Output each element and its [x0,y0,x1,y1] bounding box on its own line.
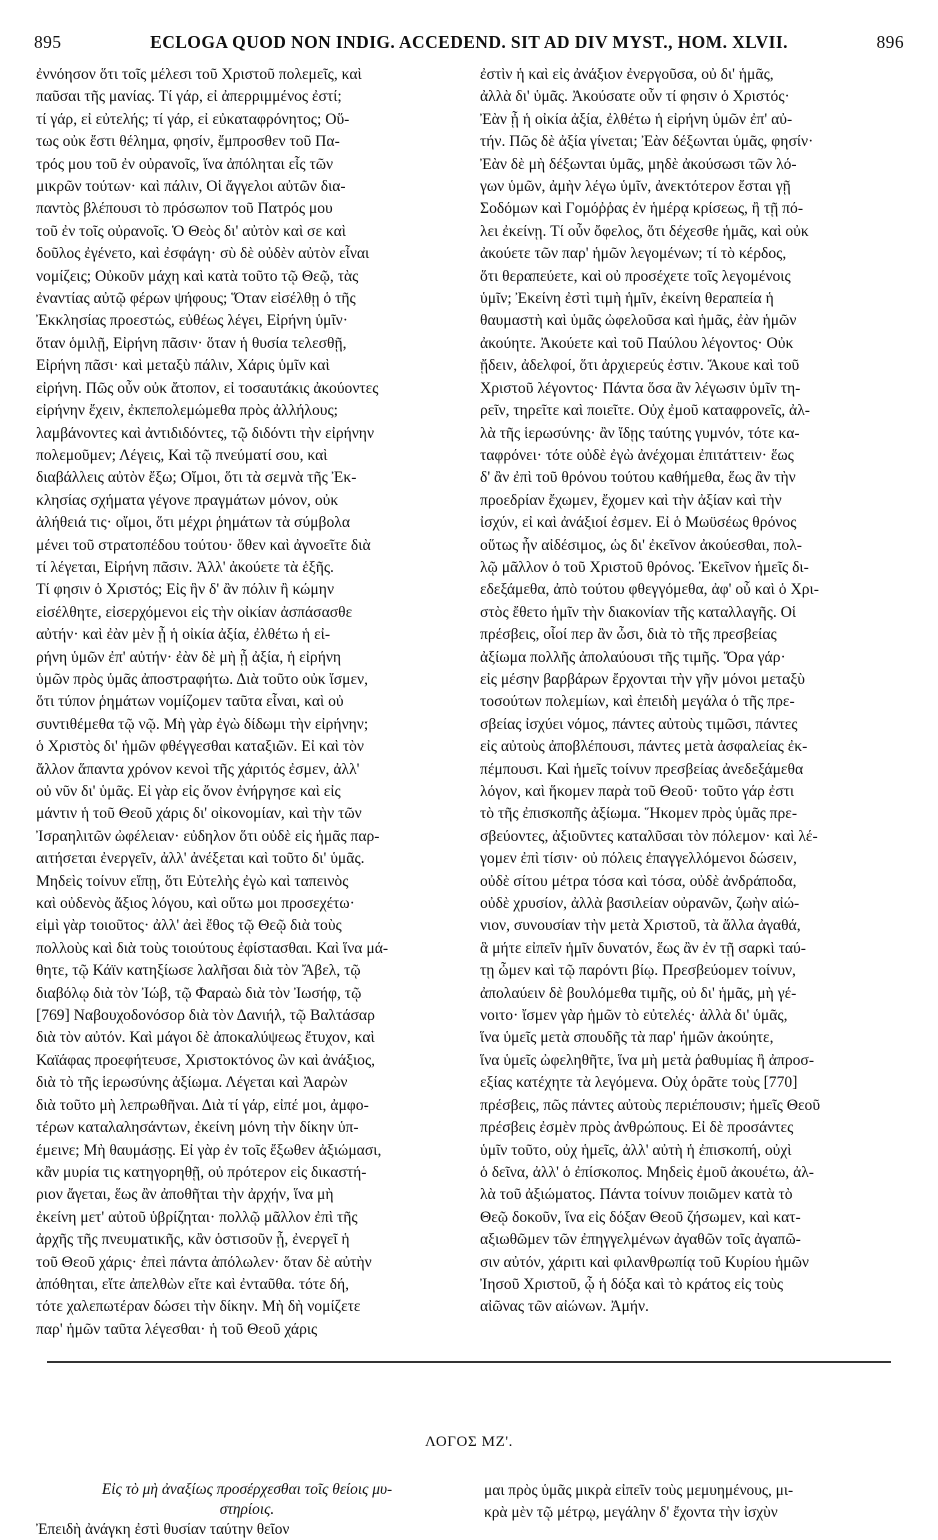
text-line: οὕτως ἦν αἰδέσιμος, ὡς δι' ἐκεῖνον ἀκούεσθαι, πολ- [480,536,802,554]
text-line: εἰς μέσην βαρβάρων ἔρχονται τὴν γῆν μόνοι μεταξὺ [480,670,805,688]
text-line: παρ' ἡμῶν ταῦτα λέγεσθαι· ἡ τοῦ Θεοῦ χάρις [36,1320,318,1338]
text-line: δοῦλος ἐγένετο, καὶ ἐσφάγη· σὺ δὲ οὐδὲν αὐτὸν εἶναι [36,245,370,263]
text-line: ὁ δεῖνα, ἀλλ' ὁ ἐπίσκοπος. Μηδεὶς ἐμοῦ ἀκουέτω, ἀλ- [480,1163,814,1181]
text-line: διὰ τοῦτο μὴ λεπρωθῆναι. Διὰ τί γάρ, εἰπέ μοι, ἀμφο- [36,1096,369,1114]
text-line: διὰ τὸ τῆς ἱερωσύνης ἀξίωμα. Λέγεται καὶ Ἀαρὼν [36,1074,348,1092]
text-line: ἃ μήτε εἰπεῖν ἡμῖν δυνατόν, ἕως ἂν ἐν τῇ σαρκὶ ταύ- [480,939,806,957]
text-line: πολλοὺς καὶ διὰ τοὺς τοιούτους ἐφίστασθαι. Καὶ ἵνα μά- [36,939,389,957]
text-line: αὐτήν· καὶ ἐὰν μὲν ᾖ ἡ οἰκία ἀξία, ἐλθέτω ἡ εἰ- [36,626,331,644]
text-line: διὰ τὸν αὐτόν. Καὶ μάγοι δὲ ἀποκαλύψεως ἔτυχον, καὶ [36,1029,375,1047]
text-line: ριον ἄγεται, ἕως ἂν ἀποθῆται τὴν ἀρχήν, ἵνα μὴ [36,1186,334,1204]
section-divider [47,1361,891,1363]
section-right-line: κρὰ μὲν τῷ μέτρῳ, μεγάλην δ' ἔχοντα τὴν ἰσχὺν [484,1504,778,1521]
text-line: ἄλλον ἅπαντα χρόνον κενοὶ τῆς χάριτός ἐσμεν, ἀλλ' [36,760,360,778]
text-line: προεδρίαν ἔχωμεν, ἔχομεν καὶ τὴν ἀξίαν καὶ τὴν [480,491,782,509]
text-line: σβεύοντες, ἀξιοῦντες καταλῦσαι τὸν πόλεμον· καὶ λέ- [480,827,818,845]
section-right-line: μαι πρὸς ὑμᾶς μικρὰ εἰπεῖν τοὺς μεμυημένους, μι- [484,1482,794,1499]
text-line: θητε, τῷ Κάϊν κατηξίωσε λαλῆσαι διὰ τὸν Ἄβελ, τῷ [36,962,361,980]
text-line: αἰῶνας τῶν αἰώνων. Ἀμήν. [480,1298,649,1316]
text-line: ὑμῶν πρὸς ὑμᾶς ἀποστραφήτω. Διὰ τοῦτο οὐκ ἴσμεν, [36,670,368,688]
text-line: γομεν ἐπὶ τίσιν· οὐ πόλεις ἐπαγγελλόμενοι δώσειν, [480,850,797,868]
text-line: τέρων καταλαλησάντων, ἐκείνη μόνη τὴν δίκην ὑπ- [36,1119,359,1137]
text-line: νοιτο· ἴσμεν γὰρ ἡμῶν τὸ εὐτελές· ἀλλὰ δι' ὑμᾶς, [480,1007,788,1025]
text-line: σιν αὐτόν, χάριτι καὶ φιλανθρωπίᾳ τοῦ Κυρίου ἡμῶν [480,1253,809,1271]
text-line: τρός μου τοῦ ἐν οὐρανοῖς, ἵνα ἀπόληται εἷς τῶν [36,155,334,173]
text-line: ὑμῖν; Ἐκείνη ἐστὶ τιμὴ ἡμῖν, ἐκείνη θεραπεία ἡ [480,290,774,308]
text-line: διαβάλλεις αὐτὸν ἔξω; Οἴμοι, ὅτι τὰ σεμνὰ τῆς Ἐκ- [36,469,357,487]
section-subtitle [36,1480,458,1540]
text-line: πρέσβεις ἐσμὲν πρὸς ἀνθρώπους. Εἰ δὲ προσάντες [480,1119,794,1137]
text-line: εἰσέλθητε, εἰσερχόμενοι εἰς τὴν οἰκίαν ἀσπάσασθε [36,603,353,621]
text-line: τοῦ Θεοῦ χάρις· ἐπεὶ πάντα ἀπόλωλεν· ὅταν δὲ αὐτὴν [36,1253,372,1271]
text-line: Μηδεὶς τοίνυν εἴπῃ, ὅτι Εὐτελὴς ἐγὼ καὶ ταπεινὸς [36,872,349,890]
text-line: μάντιν ἡ τοῦ Θεοῦ χάρις δι' οἰκονομίαν, καὶ τὴν τῶν [36,805,362,823]
text-line: τοῦ ἐν τοῖς οὐρανοῖς. Ὁ Θεὸς δι' αὐτὸν καὶ σε καὶ [36,222,346,240]
text-line: εξίας κατέχητε τὰ λεγόμενα. Οὐχ ὁρᾶτε τοὺς [770] [480,1074,798,1092]
text-line: Ἰσραηλιτῶν ὠφέλειαν· εὐδηλον ὅτι οὐδὲ εἰς ἡμᾶς παρ- [36,827,380,845]
text-line: λῷ μᾶλλον ὁ τοῦ Χριστοῦ θρόνος. Ἐκεῖνον ἡμεῖς δι- [480,558,809,576]
text-line: λὰ τῆς ἱερωσύνης· ἂν ἴδῃς ταύτης γυμνόν, τότε κα- [480,424,800,442]
text-line: μένει τοῦ στρατοπέδου τούτου· ὅθεν καὶ ἀγνοεῖτε διὰ [36,536,371,554]
text-line: εἰς αὐτοὺς ἀποβλέπουσι, πάντες μετὰ ἀσφαλείας ἐκ- [480,738,808,756]
page-number-left: 895 [34,32,62,52]
text-line: νομίζεις; Οὐκοῦν μάχη καὶ κατὰ τοῦτο τῷ Θεῷ, τὰς [36,267,359,285]
text-line: ἵνα ὑμεῖς μετὰ σπουδῆς τὰ παρ' ἡμῶν ἀκούητε, [480,1029,774,1047]
text-line: ἐστὶν ἡ καὶ εἰς ἀνάξιον ἐνεργοῦσα, οὐ δι' ἡμᾶς, [480,66,774,83]
text-line: οὐδὲ χρυσίον, ἀλλὰ βασιλείαν οὐρανῶν, ζωὴν αἰώ- [480,895,800,913]
text-line: ἀλήθειά τις· οἴμοι, ὅτι μέχρι ῥημάτων τὰ σύμβολα [36,514,350,532]
text-line: πέμπουσι. Καὶ ἡμεῖς τοίνυν πρεσβείας ἀνεδεξάμεθα [480,760,804,778]
page-number-right: 896 [876,32,904,52]
text-line: ἐκείνη μετ' αὐτοῦ ὑβρίζηται· πολλῷ μᾶλλον ἐπὶ τῆς [36,1208,358,1226]
text-line: τῃ ὦμεν καὶ τῷ παρόντι βίῳ. Πρεσβεύομεν τοίνυν, [480,962,796,980]
text-line: Καϊάφας προεφήτευσε, Χριστοκτόνος ὢν καὶ ἀνάξιος, [36,1051,376,1069]
text-line: ταφρόνει· τότε οὐδὲ ἐγὼ ἀνέχομαι ἐπιτάττειν· ἕως [480,446,794,464]
text-line: οὐδὲ σίτου μέτρα τόσα καὶ τόσα, οὐδὲ ἀνδράποδα, [480,872,797,890]
text-line: Ἐὰν δὲ μὴ δέξωνται ὑμᾶς, μηδὲ ἀκούσωσι τῶν λό- [480,155,797,173]
right-text-column [480,64,904,1327]
text-line: ἰσχύν, εἰ καὶ ἀνάξιοί ἐσμεν. Εἰ ὁ Μωϋσέως θρόνος [480,514,797,532]
text-line: παῦσαι τῆς μανίας. Τί γάρ, εἰ ἀπερριμμένος ἐστί; [36,88,342,106]
running-title: ECLOGA QUOD NON INDIG. ACCEDEND. SIT AD DIV MYST., HOM. XLVII. [150,32,788,52]
text-line: Εἰρήνη πᾶσι· καὶ μεταξὺ πάλιν, Χάρις ὑμῖν καὶ [36,357,330,375]
text-line: ὅτι τύπον ῥημάτων νομίζομεν ταῦτα εἶναι, καὶ οὐ [36,693,344,711]
text-line: ἵνα ὑμεῖς ὠφεληθῆτε, ἵνα μὴ μετὰ ῥαθυμίας ἢ ἀπροσ- [480,1051,815,1069]
text-line: συντιθέμεθα τῷ νῷ. Μὴ γὰρ ἐγὼ δίδωμι τὴν εἰρήνην; [36,715,369,733]
text-line: ἀπόθηται, εἴτε ἀπελθὼν εἴτε καὶ ἐνταῦθα. τότε δή, [36,1275,349,1293]
text-line: ἐναντίας αὐτῷ φέρων ψήφους; Ὅταν εἰσέλθῃ ὁ τῆς [36,290,356,308]
text-line: σβείας ἰσχύει νόμος, πάντες αὐτοὺς τιμῶσι, πάντες [480,715,798,733]
text-line: τί λέγεται, Εἰρήνη πᾶσιν. Ἀλλ' ἀκούετε τὰ ἑξῆς. [36,558,334,576]
text-line: νιον, συνουσίαν τὴν μετὰ Χριστοῦ, τὰ ἄλλα ἀγαθά, [480,917,801,935]
text-line: τότε χαλεπωτέραν δώσει τὴν δίκην. Μὴ δὴ νομίζετε [36,1298,361,1316]
section-text-start: Ἐπειδὴ ἀνάγκη ἐστὶ θυσίαν ταύτην θεῖον [36,1521,290,1538]
text-line: εἰρήνην ἔχειν, ἐκπεπολεμώμεθα πρὸς ἀλλήλους; [36,402,338,420]
text-line: ἀπολαύειν δὲ βουλόμεθα τιμῆς, οὐ δι' ἡμᾶς, μὴ γέ- [480,984,797,1002]
text-line: οὐ νῦν δι' ὑμᾶς. Εἰ γὰρ εἰς ὄνον ἐνήργησε καὶ εἰς [36,783,341,800]
text-line: ὅταν ὁμιλῇ, Εἰρήνη πᾶσιν· ὅταν ἡ θυσία τελεσθῇ, [36,334,347,352]
text-line: εἰμὶ γὰρ τοιοῦτος· ἀλλ' ἀεὶ ἔθος τῷ Θεῷ διὰ τοὺς [36,917,342,935]
text-line: κἂν μυρία τις κατηγορηθῇ, οὐ πρότερον εἰς δικαστή- [36,1163,367,1181]
text-line: Χριστοῦ λέγοντος· Πάντα ὅσα ἂν λέγωσιν ὑμῖν τη- [480,379,801,397]
text-line: παντὸς βλέπουσι τὸ πρόσωπον τοῦ Πατρός μου [36,200,333,218]
text-line: διαβόλῳ διὰ τὸν Ἰώβ, τῷ Φαραὼ διὰ τὸν Ἰωσήφ, τῷ [36,984,362,1002]
text-line: ἀλλὰ δι' ὑμᾶς. Ἀκούσατε οὖν τί φησιν ὁ Χριστός· [480,88,790,106]
text-line: στὸς ἔθετο ἡμῖν τὴν διακονίαν τῆς καταλλαγῆς. Οἱ [480,603,797,621]
text-line: ὑμῖν τοῦτο, οὐχ ἡμεῖς, ἀλλ' αὐτὴ ἡ ἐπισκοπή, οὐχὶ [480,1141,792,1159]
text-line: Σοδόμων καὶ Γομόῤῥας ἐν ἡμέρᾳ κρίσεως, ἢ τῇ πό- [480,200,804,218]
text-line: ἀκούετε τῶν παρ' ἡμῶν λεγομένων; τί τὸ κέρδος, [480,245,787,263]
text-line: [769] Ναβουχοδονόσορ διὰ τὸν Δανιήλ, τῷ Βαλτάσαρ [36,1007,375,1025]
text-line: αξιωθῶμεν τῶν ἐπηγγελμένων ἀγαθῶν τοῖς ἀγαπῶ- [480,1231,801,1249]
text-line: ᾔδειν, ἀδελφοί, ὅτι ἀρχιερεύς ἐστιν. Ἄκουε καὶ τοῦ [480,357,800,375]
text-line: γων ὑμῶν, ἀμὴν λέγω ὑμῖν, ἀνεκτότερον ἔσται γῇ [480,178,791,196]
left-text-column [36,64,458,1338]
text-line: τὸ τῆς ἐπισκοπῆς ἀξίωμα. Ἥκομεν πρὸς ὑμᾶς πρε- [480,805,798,823]
text-line: τί γάρ, εἰ εὐτελής; τί γάρ, εἰ εὐκαταφρόνητος; Οὕ- [36,110,350,128]
text-line: Ἰησοῦ Χριστοῦ, ᾧ ἡ δόξα καὶ τὸ κράτος εἰς τοὺς [480,1275,784,1293]
text-line: λει ἐκείνῃ. Τί οὖν ὄφελος, ὅτι δέχεσθε ἡμᾶς, καὶ οὐκ [480,222,809,240]
text-line: ἀρχῆς τῆς πνευματικῆς, κἂν ὁστισοῦν ᾖ, ἐνεργεῖ ἡ [36,1231,350,1249]
text-line: ρήνη ὑμῶν ἐπ' αὐτήν· ἐὰν δὲ μὴ ᾖ ἀξία, ἡ εἰρήνη [36,648,342,666]
text-line: Θεῷ δοκοῦν, ἵνα εἰς δόξαν Θεοῦ ζήσωμεν, καὶ κατ- [480,1208,801,1226]
text-line: αιτήσεται ἐνεργεῖν, ἀλλ' ἀνέξεται καὶ τοῦτο δι' ὑμᾶς. [36,850,365,868]
text-line: δ' ἂν ἐπὶ τοῦ θρόνου τούτου καθήμεθα, ἕως ἂν τὴν [480,469,796,487]
running-header [34,32,904,56]
section-title: ΛΟΓΟΣ ΜΖ'. [424,1434,514,1450]
text-line: ἀξίωμα πολλῆς ἀπολαύουσι τῆς τιμῆς. Ὅρα γάρ· [480,648,786,666]
text-line: καὶ οὐδενὸς ἄξιος λόγου, καὶ οὕτω μοι προσεχέτω· [36,895,355,913]
text-line: κλησίας σχήματα γέγονε πραγμάτων μόνον, οὐκ [36,491,339,509]
text-line: έμεινε; Μὴ θαυμάσῃς. Εἰ γὰρ ἐν τοῖς ἔξωθεν ἀξιώμασι, [36,1141,382,1159]
text-line: πρέσβεις, οἷοί περ ἂν ὦσι, διὰ τὸ τῆς πρεσβείας [480,626,777,644]
subtitle-line: στηρίοις. [219,1501,275,1518]
text-line: πολεμοῦμεν; Λέγεις, Καὶ τῷ πνεύματί σου, καὶ [36,446,328,464]
text-line: μικρῶν τούτων· καὶ πάλιν, Οἱ ἄγγελοι αὐτῶν δια- [36,178,346,196]
text-line: πρέσβεις, πῶς πάντες αὐτοὺς περιέπουσιν; ἡμεῖς Θεοῦ [480,1096,821,1114]
text-line: ὁ Χριστὸς δι' ἡμῶν φθέγγεσθαι καταξιῶν. Εἰ καὶ τὸν [36,738,364,756]
text-line: Ἐὰν ᾖ ἡ οἰκία ἀξία, ἐλθέτω ἡ εἰρήνη ὑμῶν ἐπ' αὐ- [480,110,793,128]
text-line: τοσούτων πολεμίων, καὶ ἐπειδὴ μεγάλα ὁ τῆς πρε- [480,693,795,711]
text-line: Ἐκκλησίας προεστώς, εὐθέως λέγει, Εἰρήνη ὑμῖν· [36,312,348,330]
text-line: ὅτι θεραπεύετε, καὶ οὐ προσέχετε τοῖς λεγομένοις [480,267,791,285]
subtitle-line: Εἰς τὸ μὴ ἀναξίως προσέρχεσθαι τοῖς θείοις μυ- [101,1481,393,1498]
text-line: ρεῖν, τηρεῖτε καὶ ποιεῖτε. Οὐχ ἐμοῦ καταφρονεῖς, ἀλ- [480,402,810,420]
text-line: λὰ τοῦ ἀξιώματος. Πάντα τοίνυν ποιῶμεν κατὰ τὸ [480,1186,793,1204]
text-line: εἰρήνη. Πῶς οὖν οὐκ ἄτοπον, εἰ τοσαυτάκις ἀκούοντες [36,379,379,397]
text-line: τήν. Πῶς δὲ ἀξία γίνεται; Ἐὰν δέξωνται ὑμᾶς, φησίν· [480,133,814,151]
text-line: θαυμαστὴ καὶ ὑμᾶς ὠφελοῦσα καὶ ἡμᾶς, ἐὰν ἡμῶν [480,312,797,330]
text-line: εδεξάμεθα, ἀπὸ τούτου φθεγγόμεθα, ἀφ' οὗ καὶ ὁ Χρι- [480,581,819,599]
section-right-text [484,1480,906,1524]
text-line: τως οὐκ ἔστι θέλημα, φησίν, ἔμπροσθεν τοῦ Πα- [36,133,340,151]
text-line: Τί φησιν ὁ Χριστός; Εἰς ἣν δ' ἂν πόλιν ἢ κώμην [36,581,334,599]
text-line: ἀκούητε. Ἀκούετε καὶ τοῦ Παύλου λέγοντος· Οὐκ [480,334,794,352]
text-line: λόγον, καὶ ἥκομεν παρὰ τοῦ Θεοῦ· τοῦτο γάρ ἐστι [480,783,795,800]
text-line: ἐννόησον ὅτι τοῖς μέλεσι τοῦ Χριστοῦ πολεμεῖς, καὶ [36,66,362,83]
text-line: λαμβάνοντες καὶ ἀντιδιδόντες, τῷ διδόντι τὴν εἰρήνην [36,424,375,442]
